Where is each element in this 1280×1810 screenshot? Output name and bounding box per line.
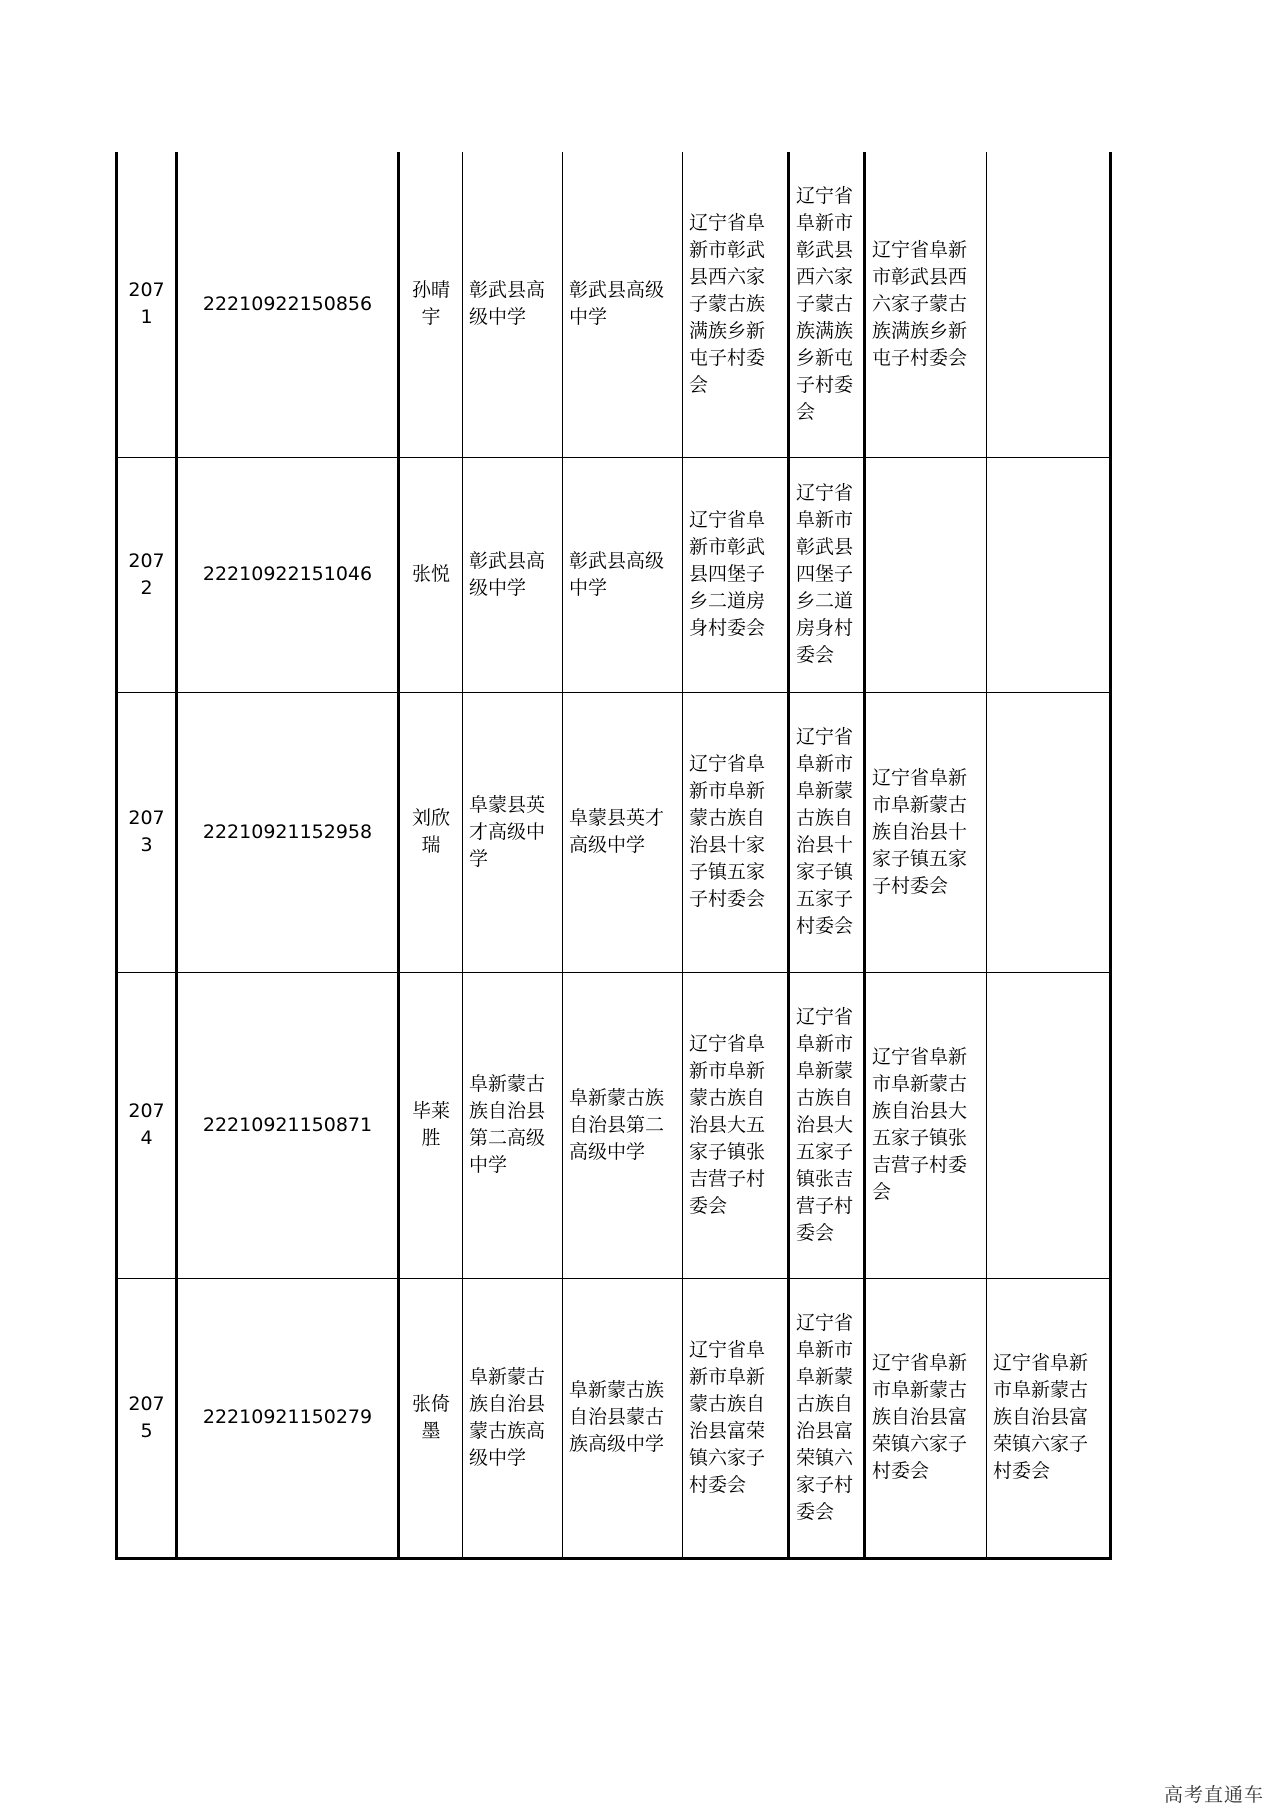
name-cell: 毕莱胜	[399, 972, 463, 1278]
address-1-cell: 辽宁省阜新市彰武县四堡子乡二道房身村委会	[683, 457, 789, 692]
table-row	[117, 972, 1111, 1278]
name-cell: 张倚墨	[399, 1278, 463, 1558]
table-row	[117, 1278, 1111, 1558]
sequence-cell: 2074	[117, 972, 177, 1278]
sequence-cell: 2073	[117, 692, 177, 972]
sequence-cell: 2075	[117, 1278, 177, 1558]
address-4-cell	[987, 972, 1111, 1278]
table-row	[117, 692, 1111, 972]
sequence-cell: 2071	[117, 152, 177, 457]
candidate-id-cell: 22210922150856	[177, 152, 399, 457]
table-row	[117, 152, 1111, 457]
candidate-id-cell: 22210921150279	[177, 1278, 399, 1558]
address-3-cell	[865, 457, 987, 692]
school-cell: 彰武县高级中学	[463, 152, 563, 457]
school-cell: 彰武县高级中学	[463, 457, 563, 692]
name-cell: 张悦	[399, 457, 463, 692]
address-3-cell: 辽宁省阜新市阜新蒙古族自治县大五家子镇张吉营子村委会	[865, 972, 987, 1278]
sequence-cell: 2072	[117, 457, 177, 692]
address-2-cell: 辽宁省阜新市彰武县四堡子乡二道房身村委会	[789, 457, 865, 692]
address-4-cell	[987, 457, 1111, 692]
address-1-cell: 辽宁省阜新市阜新蒙古族自治县富荣镇六家子村委会	[683, 1278, 789, 1558]
address-3-cell: 辽宁省阜新市彰武县西六家子蒙古族满族乡新屯子村委会	[865, 152, 987, 457]
school-full-cell: 阜蒙县英才高级中学	[563, 692, 683, 972]
address-2-cell: 辽宁省阜新市阜新蒙古族自治县十家子镇五家子村委会	[789, 692, 865, 972]
candidate-id-cell: 22210922151046	[177, 457, 399, 692]
candidate-id-cell: 22210921150871	[177, 972, 399, 1278]
address-4-cell	[987, 692, 1111, 972]
school-full-cell: 阜新蒙古族自治县蒙古族高级中学	[563, 1278, 683, 1558]
address-2-cell: 辽宁省阜新市彰武县西六家子蒙古族满族乡新屯子村委会	[789, 152, 865, 457]
address-4-cell: 辽宁省阜新市阜新蒙古族自治县富荣镇六家子村委会	[987, 1278, 1111, 1558]
school-full-cell: 彰武县高级中学	[563, 152, 683, 457]
school-cell: 阜蒙县英才高级中学	[463, 692, 563, 972]
roster-body	[117, 152, 1111, 1558]
roster-table	[115, 152, 1112, 1560]
school-cell: 阜新蒙古族自治县蒙古族高级中学	[463, 1278, 563, 1558]
school-cell: 阜新蒙古族自治县第二高级中学	[463, 972, 563, 1278]
school-full-cell: 彰武县高级中学	[563, 457, 683, 692]
table-row	[117, 457, 1111, 692]
address-1-cell: 辽宁省阜新市彰武县西六家子蒙古族满族乡新屯子村委会	[683, 152, 789, 457]
address-3-cell: 辽宁省阜新市阜新蒙古族自治县富荣镇六家子村委会	[865, 1278, 987, 1558]
address-1-cell: 辽宁省阜新市阜新蒙古族自治县十家子镇五家子村委会	[683, 692, 789, 972]
watermark-text: 高考直通车	[1163, 1784, 1264, 1806]
address-1-cell: 辽宁省阜新市阜新蒙古族自治县大五家子镇张吉营子村委会	[683, 972, 789, 1278]
address-2-cell: 辽宁省阜新市阜新蒙古族自治县富荣镇六家子村委会	[789, 1278, 865, 1558]
name-cell: 孙晴宇	[399, 152, 463, 457]
address-3-cell: 辽宁省阜新市阜新蒙古族自治县十家子镇五家子村委会	[865, 692, 987, 972]
candidate-id-cell: 22210921152958	[177, 692, 399, 972]
name-cell: 刘欣瑞	[399, 692, 463, 972]
school-full-cell: 阜新蒙古族自治县第二高级中学	[563, 972, 683, 1278]
address-2-cell: 辽宁省阜新市阜新蒙古族自治县大五家子镇张吉营子村委会	[789, 972, 865, 1278]
address-4-cell	[987, 152, 1111, 457]
